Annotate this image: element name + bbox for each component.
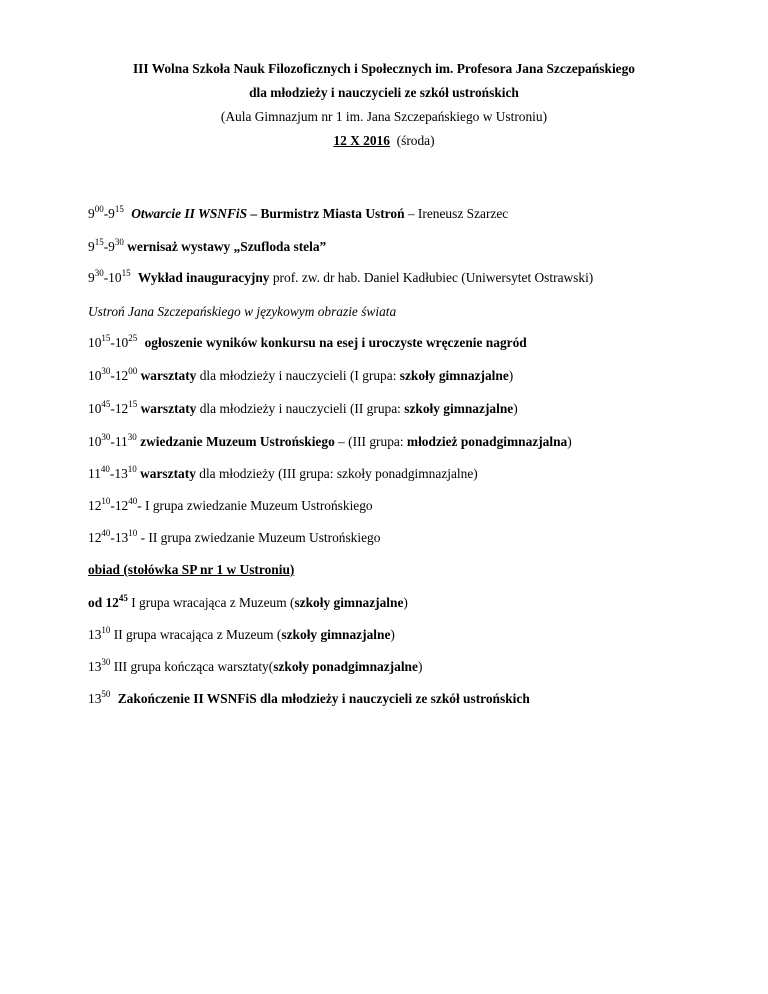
schedule-item: $12^{40}-13^{10}$ - II grupa zwiedzanie Muzeum Ustrońskiego: [88, 528, 381, 545]
item-title: zwiedzanie Muzeum Ustrońskiego: [140, 434, 335, 449]
schedule-item: $10^{15}-10^{25}$ ogłoszenie wyników konkursu na esej i uroczyste wręczenie nagród: [88, 333, 527, 350]
item-title: warsztaty: [140, 466, 196, 481]
lecture-subtitle: Ustroń Jana Szczepańskiego w językowym obrazie świata: [88, 304, 397, 319]
header-weekday: (środa): [396, 133, 435, 148]
header-date: 12 X 2016: [333, 133, 390, 148]
item-title: wernisaż wystawy „Szufloda stela”: [127, 239, 327, 254]
schedule-item: $9^{15}-9^{30}$ wernisaż wystawy „Szufloda stela”: [88, 237, 327, 254]
header-date-line: [60, 133, 708, 149]
schedule-item: $11^{40}-13^{10}$ warsztaty dla młodzieży (III grupa: szkoły ponadgimnazjalne): [88, 464, 478, 481]
header-venue: (Aula Gimnazjum nr 1 im. Jana Szczepańskiego w Ustroniu): [220, 109, 548, 124]
item-title: warsztaty: [140, 368, 197, 383]
item-title: warsztaty: [140, 401, 197, 416]
item-title: Wykład inauguracyjny: [137, 270, 270, 285]
schedule-item: $13^{50}$ Zakończenie II WSNFiS dla młodzieży i nauczycieli ze szkół ustrońskich: [88, 689, 530, 706]
item-title: Otwarcie II WSNFiS: [131, 206, 248, 221]
schedule-item: $10^{30}-11^{30}$ zwiedzanie Muzeum Ustrońskiego – (III grupa: młodzież ponadgimnazjalna): [88, 432, 572, 449]
schedule-item: $10^{45}-12^{15}$ warsztaty dla młodzieży i nauczycieli (II grupa: szkoły gimnazjalne): [88, 399, 518, 416]
schedule-item: $13^{30}$ III grupa kończąca warsztaty(szkoły ponadgimnazjalne): [88, 657, 423, 674]
schedule-item: $13^{10}$ II grupa wracająca z Muzeum (szkoły gimnazjalne): [88, 625, 395, 642]
lunch-heading: obiad (stołówka SP nr 1 w Ustroniu): [88, 562, 295, 577]
schedule-item: $9^{00}-9^{15}$ Otwarcie II WSNFiS – Burmistrz Miasta Ustroń – Ireneusz Szarzec: [88, 204, 509, 221]
header-subtitle: dla młodzieży i nauczycieli ze szkół ustrońskich: [249, 85, 519, 100]
header-title: III Wolna Szkoła Nauk Filozoficznych i Społecznych im. Profesora Jana Szczepańskiego: [132, 61, 636, 76]
schedule-item: $10^{30}-12^{00}$ warsztaty dla młodzieży i nauczycieli (I grupa: szkoły gimnazjalne): [88, 366, 514, 383]
schedule-item: $9^{30}-10^{15}$ Wykład inauguracyjny prof. zw. dr hab. Daniel Kadłubiec (Uniwersytet Ostrawski): [88, 268, 594, 285]
schedule-item: od $12^{45}$ I grupa wracająca z Muzeum (szkoły gimnazjalne): [88, 593, 408, 610]
closing-title: Zakończenie II WSNFiS dla młodzieży i nauczycieli ze szkół ustrońskich: [117, 691, 530, 706]
schedule-item: $12^{10}-12^{40}-$ I grupa zwiedzanie Muzeum Ustrońskiego: [88, 496, 373, 513]
item-title: ogłoszenie wyników konkursu na esej i uroczyste wręczenie nagród: [144, 335, 527, 350]
